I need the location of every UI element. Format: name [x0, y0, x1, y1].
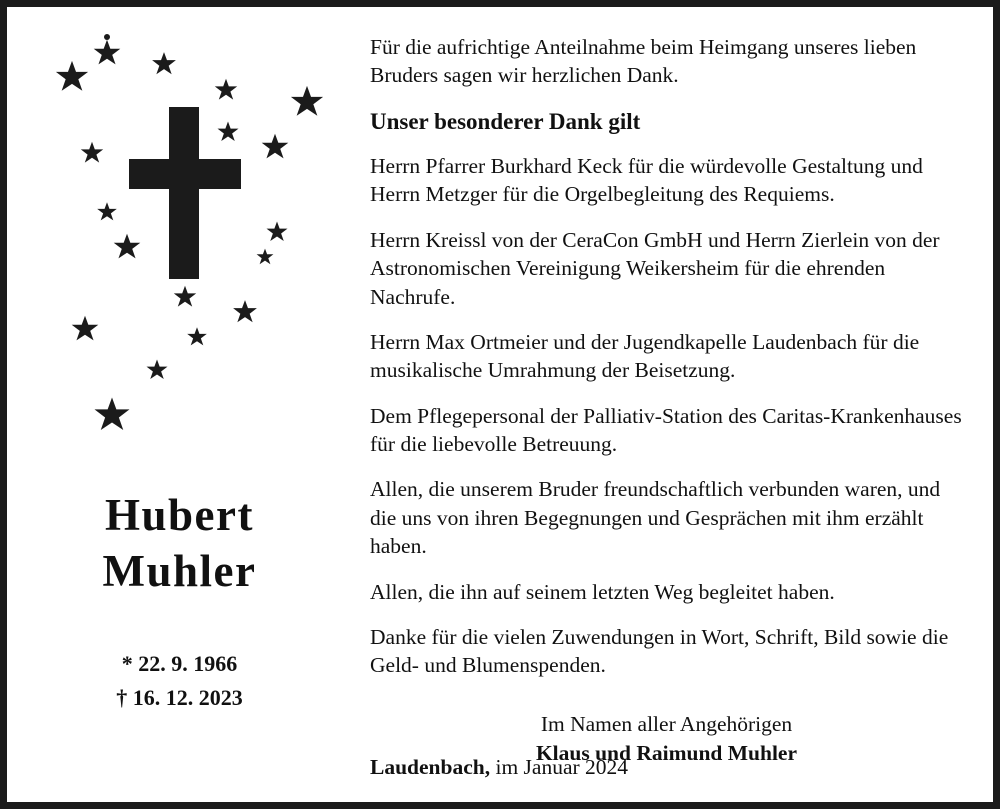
cross-icon [125, 107, 245, 287]
left-column [7, 7, 352, 802]
signature-line-2: Klaus und Raimund Muhler [535, 740, 798, 765]
place-and-date [370, 755, 628, 780]
thanks-item-6: Allen, die ihn auf seinem letzten Weg begleitet haben. [370, 579, 835, 604]
cross-horizontal-bar [129, 159, 241, 189]
life-dates [7, 647, 352, 715]
thanks-item-5: Allen, die unserem Bruder freundschaftlich verbunden waren, und die uns von ihren Begegnungen und Gesprächen mit ihm erzählt haben. [370, 477, 941, 559]
place-name: Laudenbach, [370, 755, 491, 779]
thanks-item-3: Herrn Max Ortmeier und der Jugendkapelle Laudenbach für die musikalische Umrahmung der Beisetzung. [370, 329, 920, 383]
deceased-first-name: Hubert [105, 490, 254, 540]
cross-vertical-bar [169, 107, 199, 279]
thanks-intro: Für die aufrichtige Anteilnahme beim Heimgang unseres lieben Bruders sagen wir herzlichen Dank. [370, 35, 917, 88]
deceased-name [7, 487, 352, 600]
thanks-heading: Unser besonderer Dank gilt [370, 108, 641, 134]
birth-date: * 22. 9. 1966 [121, 651, 238, 676]
right-column [352, 7, 993, 802]
death-date: † 16. 12. 2023 [116, 685, 243, 711]
thanks-item-2: Herrn Kreissl von der CeraCon GmbH und Herrn Zierlein von der Astronomischen Vereinigung Weikersheim für die ehrenden Nachrufe. [370, 227, 940, 309]
card-inner [7, 7, 993, 802]
thanks-item-1: Herrn Pfarrer Burkhard Keck für die würdevolle Gestaltung und Herrn Metzger für die Orgelbegleitung des Requiems. [370, 154, 923, 207]
thanks-item-7: Danke für die vielen Zuwendungen in Wort, Schrift, Bild sowie die Geld- und Blumenspenden. [370, 624, 949, 678]
deceased-last-name: Muhler [102, 546, 257, 597]
place-date: im Januar 2024 [490, 755, 629, 779]
thanks-item-4: Dem Pflegepersonal der Palliativ-Station des Caritas-Krankenhauses für die liebevolle Betreuung. [370, 403, 962, 457]
signature-line-1: Im Namen aller Angehörigen [540, 711, 793, 736]
